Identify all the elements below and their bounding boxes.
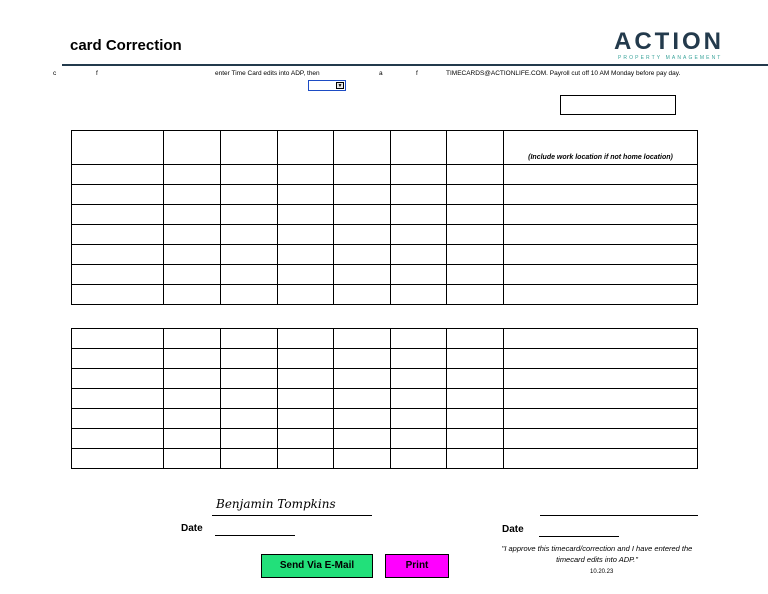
table-header-row xyxy=(72,131,698,165)
header-divider xyxy=(62,64,768,66)
time-table-2 xyxy=(71,328,698,469)
company-logo xyxy=(614,30,730,62)
instruction-fragment: a xyxy=(379,70,383,77)
employee-signature-line xyxy=(212,515,372,516)
table-row[interactable] xyxy=(72,245,698,265)
logo-wordmark: ACTION xyxy=(614,28,724,55)
table-row[interactable] xyxy=(72,205,698,225)
page-title: card Correction xyxy=(70,37,182,54)
send-email-button[interactable]: Send Via E-Mail xyxy=(261,554,373,578)
table-row[interactable] xyxy=(72,265,698,285)
table-row[interactable] xyxy=(72,349,698,369)
table-row[interactable] xyxy=(72,185,698,205)
table-row[interactable] xyxy=(72,389,698,409)
instruction-fragment: f xyxy=(416,70,418,77)
logo-tagline: PROPERTY MANAGEMENT xyxy=(618,55,723,61)
work-location-note: (Include work location if not home location) xyxy=(504,131,698,165)
instruction-text: enter Time Card edits into ADP, then xyxy=(215,70,320,77)
employee-date-label: Date xyxy=(181,523,203,534)
print-button[interactable]: Print xyxy=(385,554,449,578)
instruction-fragment: f xyxy=(96,70,98,77)
table-row[interactable] xyxy=(72,369,698,389)
employee-signature: Benjamin Tompkins xyxy=(216,497,336,511)
approver-date-field[interactable] xyxy=(539,536,619,537)
chevron-down-icon[interactable]: ▼ xyxy=(337,83,343,89)
approver-signature-line[interactable] xyxy=(540,515,698,516)
table-row[interactable] xyxy=(72,165,698,185)
table-row[interactable] xyxy=(72,329,698,349)
instruction-fragment: c xyxy=(53,70,57,77)
table-row[interactable] xyxy=(72,449,698,469)
instruction-email-text: TIMECARDS@ACTIONLIFE.COM. Payroll cut off 10 AM Monday before pay day. xyxy=(446,70,681,77)
approver-date-label: Date xyxy=(502,524,524,535)
table-row[interactable] xyxy=(72,409,698,429)
option-dropdown[interactable] xyxy=(308,80,346,91)
approval-statement: "I approve this timecard/correction and I have entered the timecard edits into ADP." xyxy=(501,544,693,564)
time-table-1 xyxy=(71,130,698,305)
top-right-input[interactable] xyxy=(560,95,676,115)
table-row[interactable] xyxy=(72,429,698,449)
table-row[interactable] xyxy=(72,225,698,245)
employee-date-field[interactable] xyxy=(215,535,295,536)
form-version: 10.20.23 xyxy=(590,569,614,575)
table-row[interactable] xyxy=(72,285,698,305)
